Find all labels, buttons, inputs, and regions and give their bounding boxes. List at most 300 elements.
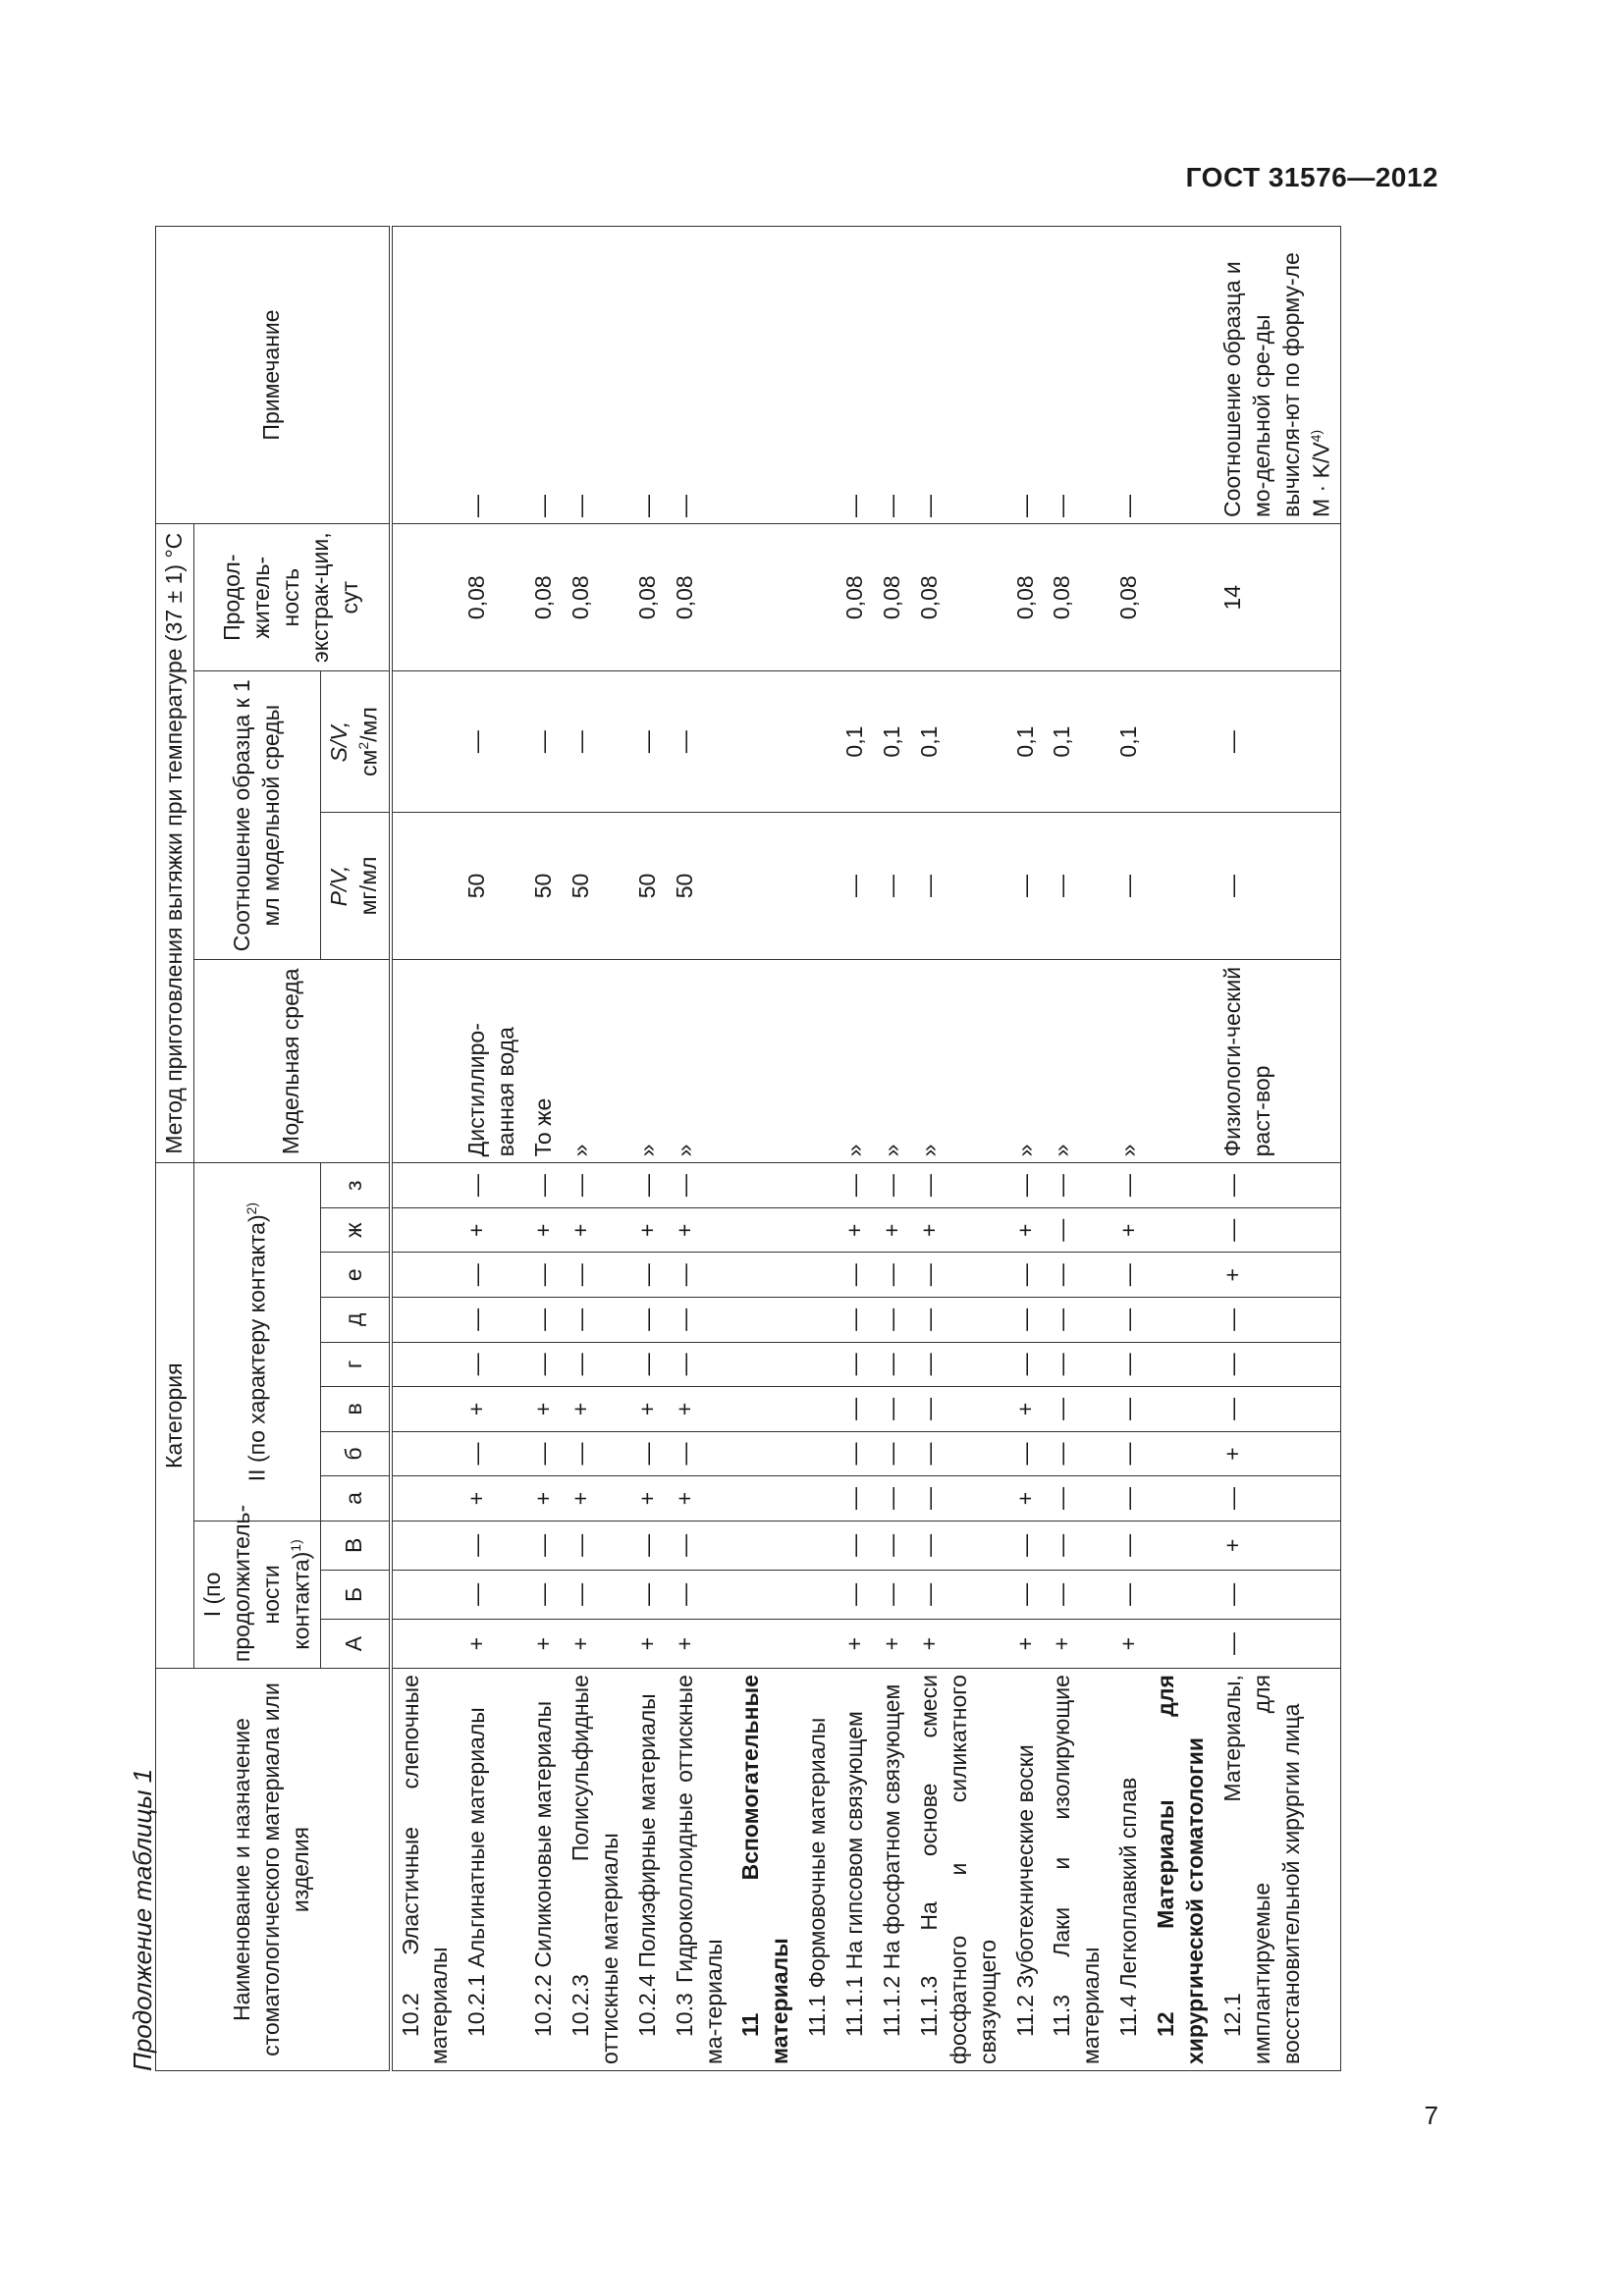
table-row: [874, 227, 911, 2071]
note-value: [911, 227, 1007, 524]
duration-value: 0,08: [525, 524, 563, 671]
mark-II-zh: [732, 1207, 799, 1253]
mark-I-A: +: [525, 1619, 563, 1668]
table-row: [629, 227, 667, 2071]
duration-value: 0,08: [837, 524, 874, 671]
mark-II-g: —: [667, 1342, 733, 1387]
mark-II-g: —: [837, 1342, 874, 1387]
pv-value: —: [1110, 812, 1148, 959]
mark-II-d: —: [837, 1298, 874, 1343]
mark-II-a: —: [837, 1476, 874, 1522]
mark-II-e: —: [459, 1253, 525, 1298]
mark-II-v: +: [1007, 1387, 1045, 1432]
pv-value: [799, 812, 837, 959]
mark-II-v: —: [911, 1387, 1007, 1432]
note-text: —: [1049, 495, 1075, 517]
mark-I-B: —: [1215, 1570, 1341, 1619]
mark-I-A: [1148, 1619, 1215, 1668]
mark-I-A: [391, 1619, 460, 1668]
table-row: [732, 227, 799, 2071]
mark-II-zh: +: [874, 1207, 911, 1253]
document-code: ГОСТ 31576—2012: [1185, 162, 1438, 192]
sv-value: —: [629, 671, 667, 812]
mark-II-d: —: [874, 1298, 911, 1343]
mark-II-a: —: [1215, 1476, 1341, 1522]
note-value: [799, 227, 837, 524]
mark-II-e: —: [667, 1253, 733, 1298]
table-row: [459, 227, 525, 2071]
mark-II-e: [1148, 1253, 1215, 1298]
mark-I-A: +: [1110, 1619, 1148, 1668]
mark-I-A: +: [629, 1619, 667, 1668]
header-col-II-a: а: [321, 1476, 391, 1522]
mark-II-z: —: [667, 1163, 733, 1208]
duration-value: 0,08: [874, 524, 911, 671]
pv-value: —: [1007, 812, 1045, 959]
sv-value: —: [1215, 671, 1341, 812]
table-row: [525, 227, 563, 2071]
mark-II-a: +: [563, 1476, 629, 1522]
medium: »: [874, 960, 911, 1163]
mark-II-g: —: [911, 1342, 1007, 1387]
mark-II-b: [391, 1431, 460, 1476]
pv-value: [1148, 812, 1215, 959]
mark-II-d: [799, 1298, 837, 1343]
note-value: [1110, 227, 1148, 524]
rotated-table-area: [128, 226, 1443, 2071]
sv-value: 0,1: [874, 671, 911, 812]
pv-value: 50: [667, 812, 733, 959]
mark-I-V: [799, 1521, 837, 1570]
note-text: —: [633, 495, 660, 517]
table-row: [667, 227, 733, 2071]
medium: Физиологи-ческий раст-вор: [1215, 960, 1341, 1163]
header-sv-unit: см: [355, 749, 382, 776]
mark-II-b: —: [459, 1431, 525, 1476]
medium: »: [837, 960, 874, 1163]
mark-II-b: —: [1110, 1431, 1148, 1476]
mark-II-a: —: [1044, 1476, 1110, 1522]
table-row: [1110, 227, 1148, 2071]
note-value: [874, 227, 911, 524]
mark-II-d: —: [911, 1298, 1007, 1343]
table-row: [1007, 227, 1045, 2071]
mark-II-e: [391, 1253, 460, 1298]
mark-II-a: +: [1007, 1476, 1045, 1522]
pv-value: 50: [459, 812, 525, 959]
mark-II-g: —: [525, 1342, 563, 1387]
mark-I-V: —: [1044, 1521, 1110, 1570]
header-method: Метод приготовления вытяжки при температуре (37 ± 1) °С: [156, 524, 194, 1163]
mark-II-zh: —: [1044, 1207, 1110, 1253]
mark-II-a: —: [911, 1476, 1007, 1522]
header-col-II-b: б: [321, 1431, 391, 1476]
mark-II-z: —: [1215, 1163, 1341, 1208]
medium: [732, 960, 799, 1163]
sv-value: —: [667, 671, 733, 812]
mark-I-A: +: [874, 1619, 911, 1668]
row-name: 12.1 Материалы, имплантируемые для восстановительной хирургии лица: [1215, 1669, 1341, 2071]
pv-value: —: [874, 812, 911, 959]
duration-value: 14: [1215, 524, 1341, 671]
mark-I-A: [732, 1619, 799, 1668]
table-row: [1148, 227, 1215, 2071]
mark-II-z: —: [837, 1163, 874, 1208]
mark-II-b: —: [911, 1431, 1007, 1476]
mark-II-b: [799, 1431, 837, 1476]
mark-II-zh: +: [563, 1207, 629, 1253]
header-cat-I-sup: 1): [287, 1539, 303, 1552]
mark-II-a: [1148, 1476, 1215, 1522]
note-value: [1215, 227, 1341, 524]
header-note: Примечание: [156, 227, 391, 524]
note-value: [732, 227, 799, 524]
duration-value: 0,08: [1007, 524, 1045, 671]
table-row: [1215, 227, 1341, 2071]
medium: »: [1044, 960, 1110, 1163]
mark-I-B: [391, 1570, 460, 1619]
sv-value: —: [563, 671, 629, 812]
row-name: 11.4 Легкоплавкий сплав: [1110, 1669, 1148, 2071]
mark-II-zh: +: [525, 1207, 563, 1253]
table-row: [799, 227, 837, 2071]
header-col-II-e: е: [321, 1253, 391, 1298]
table-row: [837, 227, 874, 2071]
mark-II-g: —: [874, 1342, 911, 1387]
duration-value: [732, 524, 799, 671]
mark-I-V: [391, 1521, 460, 1570]
pv-value: —: [911, 812, 1007, 959]
mark-I-V: —: [1007, 1521, 1045, 1570]
mark-II-d: [1148, 1298, 1215, 1343]
duration-value: 0,08: [911, 524, 1007, 671]
duration-value: 0,08: [629, 524, 667, 671]
medium: »: [1110, 960, 1148, 1163]
mark-II-a: +: [459, 1476, 525, 1522]
header-cat-II-text: II (по характеру контакта): [243, 1214, 270, 1482]
mark-I-B: —: [837, 1570, 874, 1619]
mark-I-V: —: [911, 1521, 1007, 1570]
mark-II-e: —: [629, 1253, 667, 1298]
mark-II-b: +: [1215, 1431, 1341, 1476]
sv-value: [799, 671, 837, 812]
note-value: [667, 227, 733, 524]
medium: [1148, 960, 1215, 1163]
mark-I-V: +: [1215, 1521, 1341, 1570]
row-name: 11.2 Зуботехнические воски: [1007, 1669, 1045, 2071]
mark-II-d: —: [1215, 1298, 1341, 1343]
mark-II-b: —: [629, 1431, 667, 1476]
mark-II-g: —: [563, 1342, 629, 1387]
mark-I-V: [732, 1521, 799, 1570]
note-value: [1044, 227, 1110, 524]
header-col-II-z: з: [321, 1163, 391, 1208]
note-value: [1148, 227, 1215, 524]
mark-I-B: —: [911, 1570, 1007, 1619]
mark-II-e: —: [525, 1253, 563, 1298]
mark-II-d: —: [525, 1298, 563, 1343]
duration-value: [391, 524, 460, 671]
medium: »: [911, 960, 1007, 1163]
sv-value: [1148, 671, 1215, 812]
mark-II-a: +: [525, 1476, 563, 1522]
duration-value: 0,08: [1044, 524, 1110, 671]
mark-II-v: —: [874, 1387, 911, 1432]
mark-I-B: —: [667, 1570, 733, 1619]
mark-II-v: +: [459, 1387, 525, 1432]
mark-II-g: [1148, 1342, 1215, 1387]
mark-I-V: —: [1110, 1521, 1148, 1570]
mark-II-zh: +: [837, 1207, 874, 1253]
mark-I-B: —: [1110, 1570, 1148, 1619]
note-value: [563, 227, 629, 524]
mark-II-zh: +: [629, 1207, 667, 1253]
pv-value: 50: [563, 812, 629, 959]
note-text: —: [879, 495, 905, 517]
mark-I-V: —: [629, 1521, 667, 1570]
medium: »: [1007, 960, 1045, 1163]
mark-I-A: +: [459, 1619, 525, 1668]
mark-II-zh: +: [667, 1207, 733, 1253]
row-name: 10.3 Гидроколлоидные оттискные ма-териалы: [667, 1669, 733, 2071]
note-text: —: [915, 495, 942, 517]
mark-I-A: +: [837, 1619, 874, 1668]
duration-value: 0,08: [667, 524, 733, 671]
mark-II-e: [799, 1253, 837, 1298]
mark-II-g: —: [1110, 1342, 1148, 1387]
mark-II-a: +: [629, 1476, 667, 1522]
pv-value: 50: [629, 812, 667, 959]
header-name: Наименование и назначение стоматологического материала или изделия: [156, 1669, 391, 2071]
mark-II-zh: +: [459, 1207, 525, 1253]
medium: »: [629, 960, 667, 1163]
mark-II-b: —: [1007, 1431, 1045, 1476]
duration-value: 0,08: [459, 524, 525, 671]
header-cat-I: [193, 1504, 320, 1668]
mark-II-b: [732, 1431, 799, 1476]
sv-value: 0,1: [1044, 671, 1110, 812]
mark-II-b: —: [667, 1431, 733, 1476]
header-pv: [321, 812, 391, 959]
duration-value: 0,08: [563, 524, 629, 671]
mark-II-v: —: [1044, 1387, 1110, 1432]
mark-I-A: +: [1007, 1619, 1045, 1668]
mark-II-zh: —: [1215, 1207, 1341, 1253]
note-value: [1007, 227, 1045, 524]
row-name: 11.1 Формовочные материалы: [799, 1669, 837, 2071]
mark-II-b: —: [874, 1431, 911, 1476]
pv-value: [391, 812, 460, 959]
row-name: 11.1.2 На фосфатном связующем: [874, 1669, 911, 2071]
mark-II-zh: +: [1110, 1207, 1148, 1253]
header-duration: Продол-житель-ность экстрак-ции, сут: [193, 524, 390, 671]
mark-I-B: [799, 1570, 837, 1619]
row-name: 10.2.2 Силиконовые материалы: [525, 1669, 563, 2071]
mark-II-e: —: [911, 1253, 1007, 1298]
mark-II-g: —: [1044, 1342, 1110, 1387]
pv-value: [732, 812, 799, 959]
note-text: —: [841, 495, 868, 517]
header-col-II-g: г: [321, 1342, 391, 1387]
mark-I-V: —: [667, 1521, 733, 1570]
mark-II-z: —: [459, 1163, 525, 1208]
mark-II-d: —: [1110, 1298, 1148, 1343]
mark-II-g: [732, 1342, 799, 1387]
mark-II-v: +: [525, 1387, 563, 1432]
mark-II-g: [799, 1342, 837, 1387]
medium: »: [563, 960, 629, 1163]
header-col-I-B: Б: [321, 1570, 391, 1619]
mark-II-a: [732, 1476, 799, 1522]
mark-I-B: [1148, 1570, 1215, 1619]
header-sv: [321, 671, 391, 812]
row-name: 10.2.4 Полиэфирные материалы: [629, 1669, 667, 2071]
pv-value: —: [837, 812, 874, 959]
mark-I-V: —: [459, 1521, 525, 1570]
header-category: Категория: [156, 1163, 194, 1669]
mark-II-d: —: [629, 1298, 667, 1343]
row-name: 10.2.1 Альгинатные материалы: [459, 1669, 525, 2071]
header-col-II-d: д: [321, 1298, 391, 1343]
mark-II-g: —: [459, 1342, 525, 1387]
mark-I-V: —: [837, 1521, 874, 1570]
mark-I-V: [1148, 1521, 1215, 1570]
mark-I-A: +: [911, 1619, 1007, 1668]
mark-I-B: —: [459, 1570, 525, 1619]
mark-I-A: —: [1215, 1619, 1341, 1668]
mark-II-zh: +: [911, 1207, 1007, 1253]
mark-I-B: —: [874, 1570, 911, 1619]
table-row: [391, 227, 460, 2071]
mark-II-g: —: [629, 1342, 667, 1387]
mark-II-a: —: [1110, 1476, 1148, 1522]
medium: [799, 960, 837, 1163]
mark-II-d: —: [1007, 1298, 1045, 1343]
table-row: [1044, 227, 1110, 2071]
mark-II-d: [732, 1298, 799, 1343]
mark-II-a: [799, 1476, 837, 1522]
note-text: —: [463, 495, 490, 517]
mark-II-z: —: [525, 1163, 563, 1208]
sv-value: —: [459, 671, 525, 812]
header-pv-unit: мг/мл: [355, 856, 382, 916]
mark-II-z: —: [1110, 1163, 1148, 1208]
mark-II-zh: [1148, 1207, 1215, 1253]
note-footnote-sup: 4): [1307, 429, 1324, 443]
mark-II-e: —: [563, 1253, 629, 1298]
continuation-label: Продолжение таблицы 1: [128, 1768, 157, 2071]
duration-value: [799, 524, 837, 671]
mark-II-e: —: [1007, 1253, 1045, 1298]
note-text: —: [1011, 495, 1038, 517]
header-col-II-zh: ж: [321, 1207, 391, 1253]
mark-II-z: [732, 1163, 799, 1208]
row-name: 10.2.3 Полисульфидные оттискные материалы: [563, 1669, 629, 2071]
note-value: [459, 227, 525, 524]
mark-II-z: [799, 1163, 837, 1208]
mark-I-B: [732, 1570, 799, 1619]
row-name: 11.3 Лаки и изолирующие материалы: [1044, 1669, 1110, 2071]
mark-II-d: —: [563, 1298, 629, 1343]
header-ratio: Соотношение образца к 1 мл модельной среды: [193, 671, 320, 960]
sv-value: [391, 671, 460, 812]
mark-II-v: —: [1110, 1387, 1148, 1432]
note-value: [525, 227, 563, 524]
mark-II-z: —: [1007, 1163, 1045, 1208]
mark-II-b: —: [837, 1431, 874, 1476]
mark-II-e: —: [837, 1253, 874, 1298]
header-sv-unit-tail: /мл: [355, 707, 382, 742]
mark-II-b: —: [525, 1431, 563, 1476]
mark-II-v: [1148, 1387, 1215, 1432]
medium: Дистиллиро-ванная вода: [459, 960, 525, 1163]
mark-II-e: —: [1044, 1253, 1110, 1298]
header-col-I-V: В: [321, 1521, 391, 1570]
mark-I-V: —: [525, 1521, 563, 1570]
header-cat-II-sup: 2): [243, 1201, 259, 1215]
row-name: 10.2 Эластичные слепочные материалы: [391, 1669, 460, 2071]
sv-value: 0,1: [1110, 671, 1148, 812]
note-value: [391, 227, 460, 524]
mark-II-d: [391, 1298, 460, 1343]
mark-II-d: —: [667, 1298, 733, 1343]
note-text: —: [671, 495, 697, 517]
mark-II-e: —: [874, 1253, 911, 1298]
medium: »: [667, 960, 733, 1163]
mark-II-a: —: [874, 1476, 911, 1522]
mark-I-B: —: [563, 1570, 629, 1619]
duration-value: [1148, 524, 1215, 671]
row-name: 12 Материалы для хирургической стоматологии: [1148, 1669, 1215, 2071]
header-col-I-A: А: [321, 1619, 391, 1668]
note-text: —: [530, 495, 557, 517]
mark-II-v: [799, 1387, 837, 1432]
page-number: 7: [1424, 2101, 1438, 2130]
mark-II-v: +: [563, 1387, 629, 1432]
mark-II-v: —: [837, 1387, 874, 1432]
medium: [391, 960, 460, 1163]
note-text: —: [568, 495, 593, 517]
mark-I-V: —: [563, 1521, 629, 1570]
note-value: [629, 227, 667, 524]
mark-II-g: [391, 1342, 460, 1387]
mark-II-a: +: [667, 1476, 733, 1522]
mark-II-g: —: [1007, 1342, 1045, 1387]
mark-II-z: —: [911, 1163, 1007, 1208]
note-value: [837, 227, 874, 524]
mark-I-B: —: [1007, 1570, 1045, 1619]
mark-II-g: —: [1215, 1342, 1341, 1387]
pv-value: —: [1215, 812, 1341, 959]
sv-value: 0,1: [911, 671, 1007, 812]
medium: То же: [525, 960, 563, 1163]
header-cat-II: [193, 1163, 320, 1521]
pv-value: —: [1044, 812, 1110, 959]
mark-I-A: +: [667, 1619, 733, 1668]
header-col-II-v: в: [321, 1387, 391, 1432]
sv-value: 0,1: [1007, 671, 1045, 812]
mark-II-zh: [391, 1207, 460, 1253]
mark-II-zh: [799, 1207, 837, 1253]
note-text: Соотношение образца и мо-дельной сре-ды вычисля-ют по форму-ле M · K/V: [1218, 252, 1334, 517]
mark-II-v: +: [667, 1387, 733, 1432]
rotated-content: [128, 226, 1443, 2071]
mark-I-A: +: [1044, 1619, 1110, 1668]
row-name: 11 Вспомогательные материалы: [732, 1669, 799, 2071]
mark-I-V: —: [874, 1521, 911, 1570]
table-row: [911, 227, 1007, 2071]
sv-value: 0,1: [837, 671, 874, 812]
